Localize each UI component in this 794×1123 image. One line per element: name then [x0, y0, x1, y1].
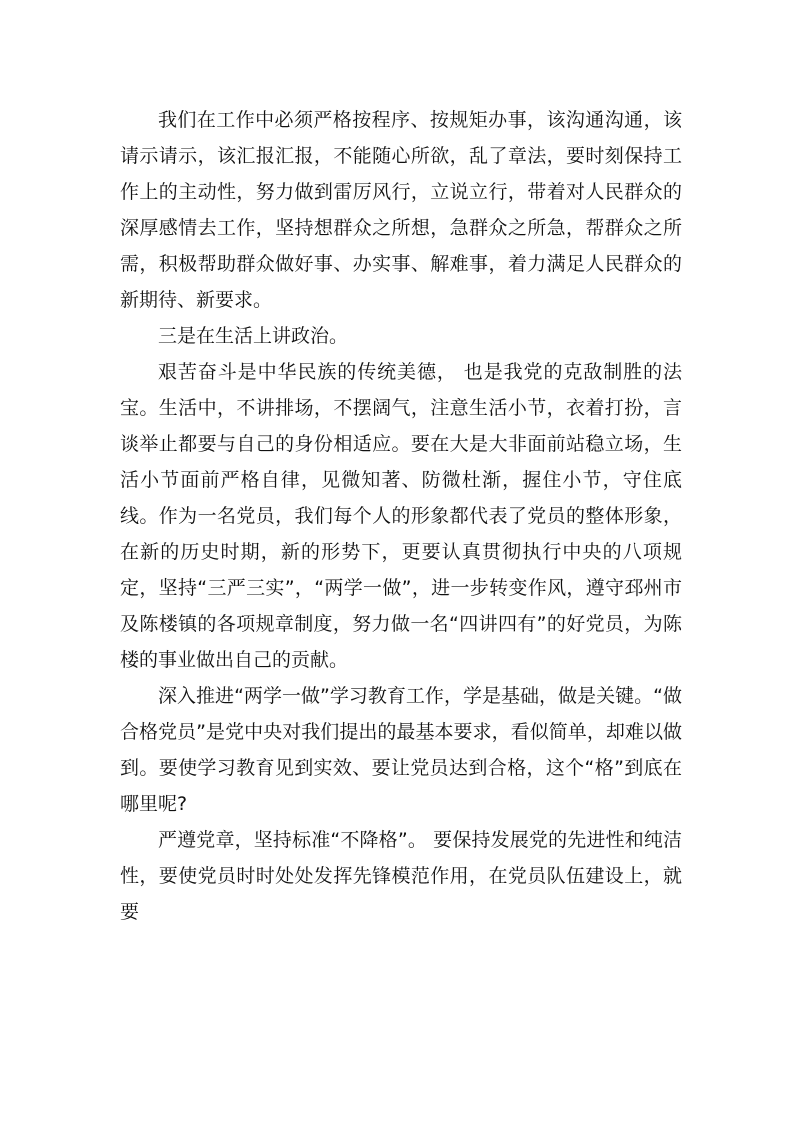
paragraph: 严遵党章，坚持标准“不降格”。 要保持发展党的先进性和纯洁性，要使党员时时处处发挥先锋模范作用，在党员队伍建设上，就要	[120, 829, 682, 923]
paragraph: 三是在生活上讲政治。	[158, 325, 349, 347]
body-text	[120, 102, 682, 930]
paragraph: 深入推进“两学一做”学习教育工作，学是基础，做是关键。“做合格党员”是党中央对我们提出的最基本要求，看似简单，却难以做到。要使学习教育见到实效、要让党员达到合格，这个“格”到底在哪里呢?	[120, 685, 682, 815]
paragraph: 我们在工作中必须严格按程序、按规矩办事，该沟通沟通，该请示请示，该汇报汇报，不能随心所欲，乱了章法，要时刻保持工作上的主动性，努力做到雷厉风行，立说立行，带着对人民群众的深厚感情去工作，坚持想群众之所想，急群众之所急，帮群众之所需，积极帮助群众做好事、办实事、解难事，着力满足人民群众的新期待、新要求。	[120, 109, 682, 311]
paragraph: 艰苦奋斗是中华民族的传统美德， 也是我党的克敌制胜的法宝。生活中，不讲排场，不摆阔气，注意生活小节，衣着打扮，言谈举止都要与自己的身份相适应。要在大是大非面前站稳立场，生活小节面前严格自律，见微知著、防微杜渐，握住小节，守住底线。作为一名党员，我们每个人的形象都代表了党员的整体形象，在新的历史时期，新的形势下，更要认真贯彻执行中央的八项规定，坚持“三严三实”，“两学一做”，进一步转变作风，遵守邳州市及陈楼镇的各项规章制度，努力做一名“四讲四有”的好党员，为陈楼的事业做出自己的贡献。	[120, 361, 682, 671]
